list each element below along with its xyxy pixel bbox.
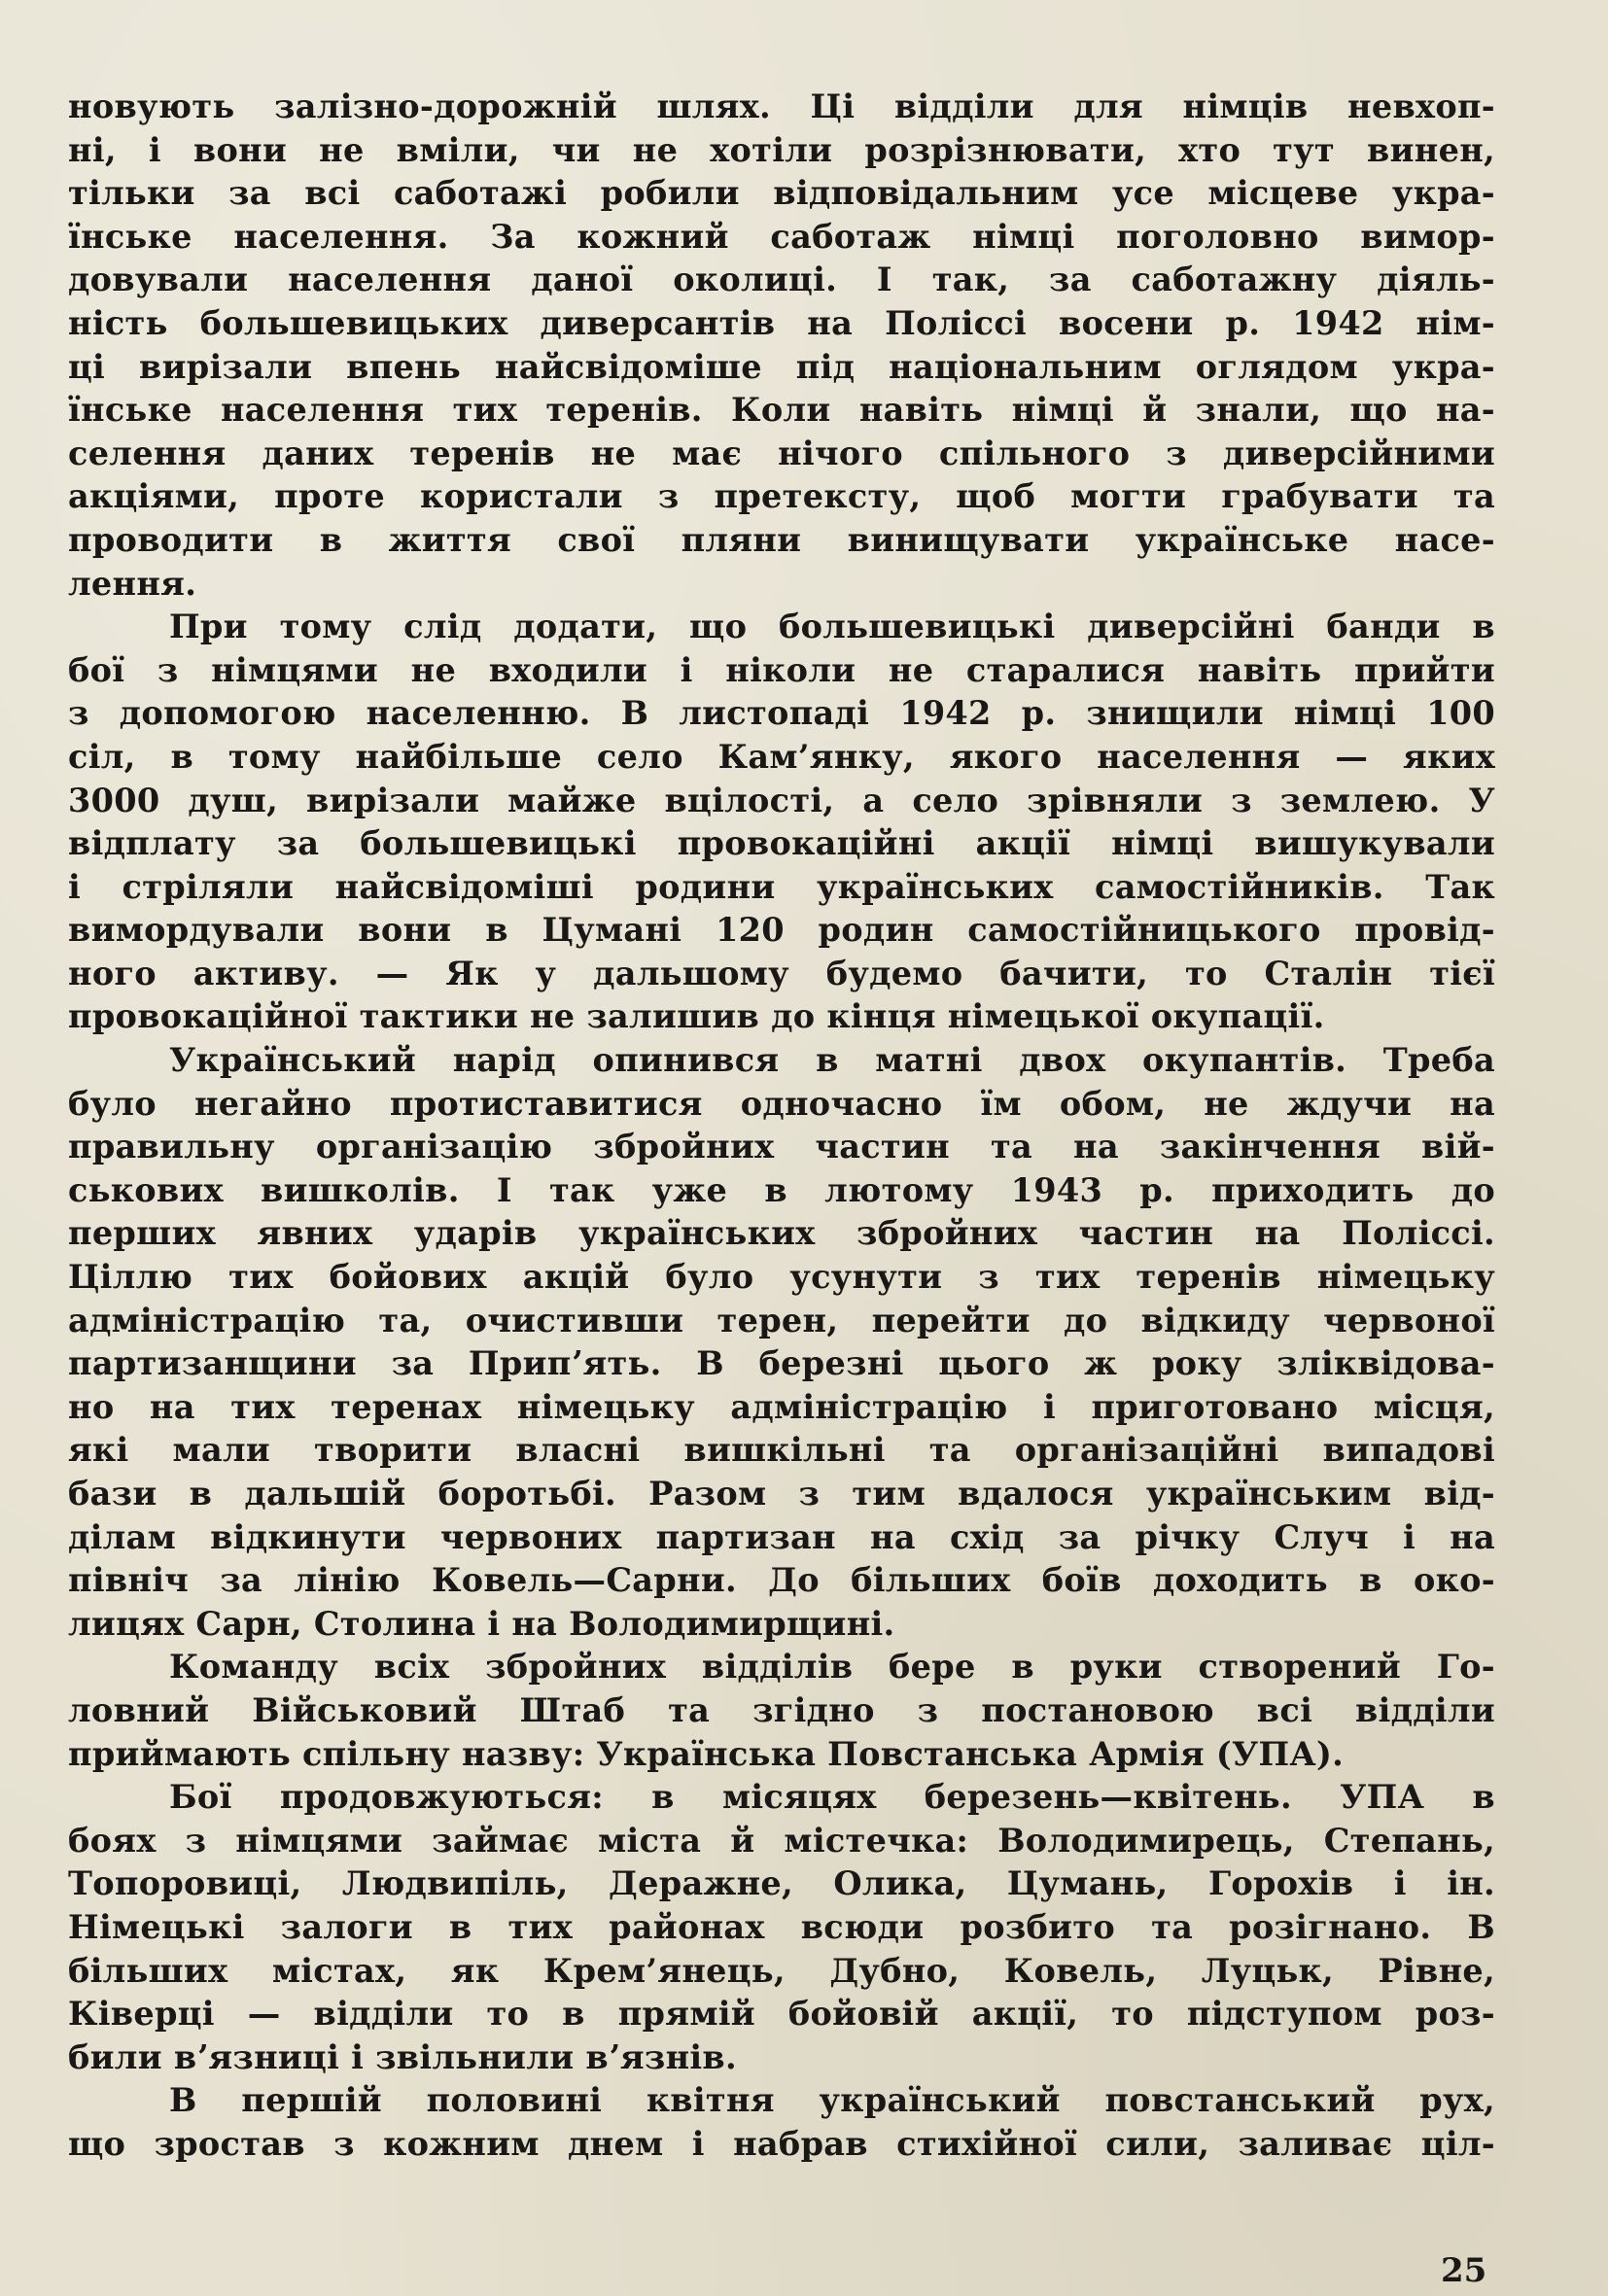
text-line: їнське населення тих теренів. Коли навіть німці й знали, що на-: [68, 391, 1495, 430]
text-line: ловний Військовий Штаб та згідно з постановою всі відділи: [68, 1690, 1495, 1729]
paragraph: [68, 86, 1495, 606]
text-line: ці вирізали впень найсвідоміше під національним оглядом укра-: [68, 347, 1495, 386]
text-line: били вʼязниці і звільнили вʼязнів.: [68, 2037, 737, 2076]
text-line: тільки за всі саботажі робили відповідальним усе місцеве укра-: [68, 174, 1495, 213]
text-line: ськових вишколів. І так уже в лютому 1943 р. приходить до: [68, 1170, 1495, 1209]
text-line: Німецькі залоги в тих районах всюди розбито та розігнано. В: [68, 1907, 1495, 1946]
text-line: ні, і вони не вміли, чи не хотіли розрізнювати, хто тут винен,: [68, 130, 1495, 169]
body-text: [68, 86, 1495, 2167]
text-line: селення даних теренів не має нічого спільного з диверсійними: [68, 434, 1495, 472]
text-line: що зростав з кожним днем і набрав стихійної сили, заливає ціл-: [68, 2124, 1495, 2163]
paragraph: [68, 1039, 1495, 1646]
text-line: Топоровиці, Людвипіль, Деражне, Олика, Цумань, Горохів і ін.: [68, 1864, 1495, 1903]
text-line: бої з німцями не входили і ніколи не старалися навіть прийти: [68, 650, 1495, 689]
paragraph: [68, 2079, 1495, 2166]
text-line: партизанщини за Припʼять. В березні цього ж року зліквідова-: [68, 1344, 1495, 1383]
text-line: но на тих теренах німецьку адміністрацію і приготовано місця,: [68, 1387, 1495, 1426]
text-line: бази в дальшій боротьбі. Разом з тим вдалося українським від-: [68, 1475, 1495, 1513]
text-line: з допомогою населенню. В листопаді 1942 р. знищили німці 100: [68, 694, 1495, 733]
paragraph: [68, 1646, 1495, 1776]
text-line: провокаційної тактики не залишив до кінця німецької окупації.: [68, 997, 1325, 1036]
text-line: їнське населення. За кожний саботаж німці поголовно вимор-: [68, 217, 1495, 256]
text-line: адміністрацію та, очистивши терен, перейти до відкиду червоної: [68, 1301, 1495, 1339]
text-line: Команду всіх збройних відділів бере в руки створений Го-: [169, 1648, 1495, 1687]
text-line: приймають спільну назву: Українська Повстанська Армія (УПА).: [68, 1734, 1345, 1773]
text-line: лення.: [68, 564, 197, 603]
text-line: було негайно протиставитися одночасно їм обом, не ждучи на: [68, 1084, 1495, 1123]
text-line: проводити в життя свої пляни винищувати українське насе-: [68, 520, 1495, 559]
text-line: і стріляли найсвідоміші родини українських самостійників. Так: [68, 867, 1495, 906]
text-line: довували населення даної околиці. І так, за саботажну діяль-: [68, 261, 1495, 299]
text-line: правильну організацію збройних частин та на закінчення вій-: [68, 1128, 1495, 1166]
paragraph: [68, 606, 1495, 1039]
text-line: Ціллю тих бойових акцій було усунути з тих теренів німецьку: [68, 1258, 1495, 1297]
text-line: Бої продовжуються: в місяцях березень—квітень. УПА в: [169, 1778, 1495, 1817]
text-line: сіл, в тому найбільше село Кам’янку, якого населення — яких: [68, 737, 1495, 776]
text-line: ного активу. — Як у дальшому будемо бачити, то Сталін тієї: [68, 954, 1495, 992]
text-line: боях з німцями займає міста й містечка: Володимирець, Степань,: [68, 1821, 1495, 1860]
text-line: 3000 душ, вирізали майже вцілості, а село зрівняли з землею. У: [68, 781, 1495, 819]
text-line: більших містах, як Крем’янець, Дубно, Ковель, Луцьк, Рівне,: [68, 1951, 1495, 1990]
text-line: вимордували вони в Цумані 120 родин самостійницького провід-: [68, 911, 1495, 950]
text-line: ність большевицьких диверсантів на Поліссі восени р. 1942 нім-: [68, 303, 1495, 342]
page-number: 25: [1441, 2251, 1487, 2290]
text-line: Український нарід опинився в матні двох окупантів. Треба: [169, 1041, 1495, 1080]
text-line: перших явних ударів українських збройних частин на Поліссі.: [68, 1214, 1495, 1253]
text-line: відплату за большевицькі провокаційні акції німці вишукували: [68, 824, 1495, 863]
text-line: які мали творити власні вишкільні та організаційні випадові: [68, 1431, 1495, 1470]
text-line: В першій половині квітня український повстанський рух,: [169, 2081, 1495, 2120]
text-line: При тому слід додати, що большевицькі диверсійні банди в: [169, 608, 1495, 646]
paragraph: [68, 1776, 1495, 2079]
text-line: новують залізно-дорожній шлях. Ці відділи для німців невхоп-: [68, 87, 1495, 125]
text-line: акціями, проте користали з претексту, щоб могти грабувати та: [68, 477, 1495, 516]
text-line: лицях Сарн, Столина і на Володимирщині.: [68, 1604, 895, 1643]
text-line: північ за лінію Ковель—Сарни. До більших боїв доходить в око-: [68, 1561, 1495, 1600]
text-line: Ківерці — відділи то в прямій бойовій акції, то підступом роз-: [68, 1995, 1495, 2034]
text-line: ділам відкинути червоних партизан на схід за річку Случ і на: [68, 1517, 1495, 1556]
